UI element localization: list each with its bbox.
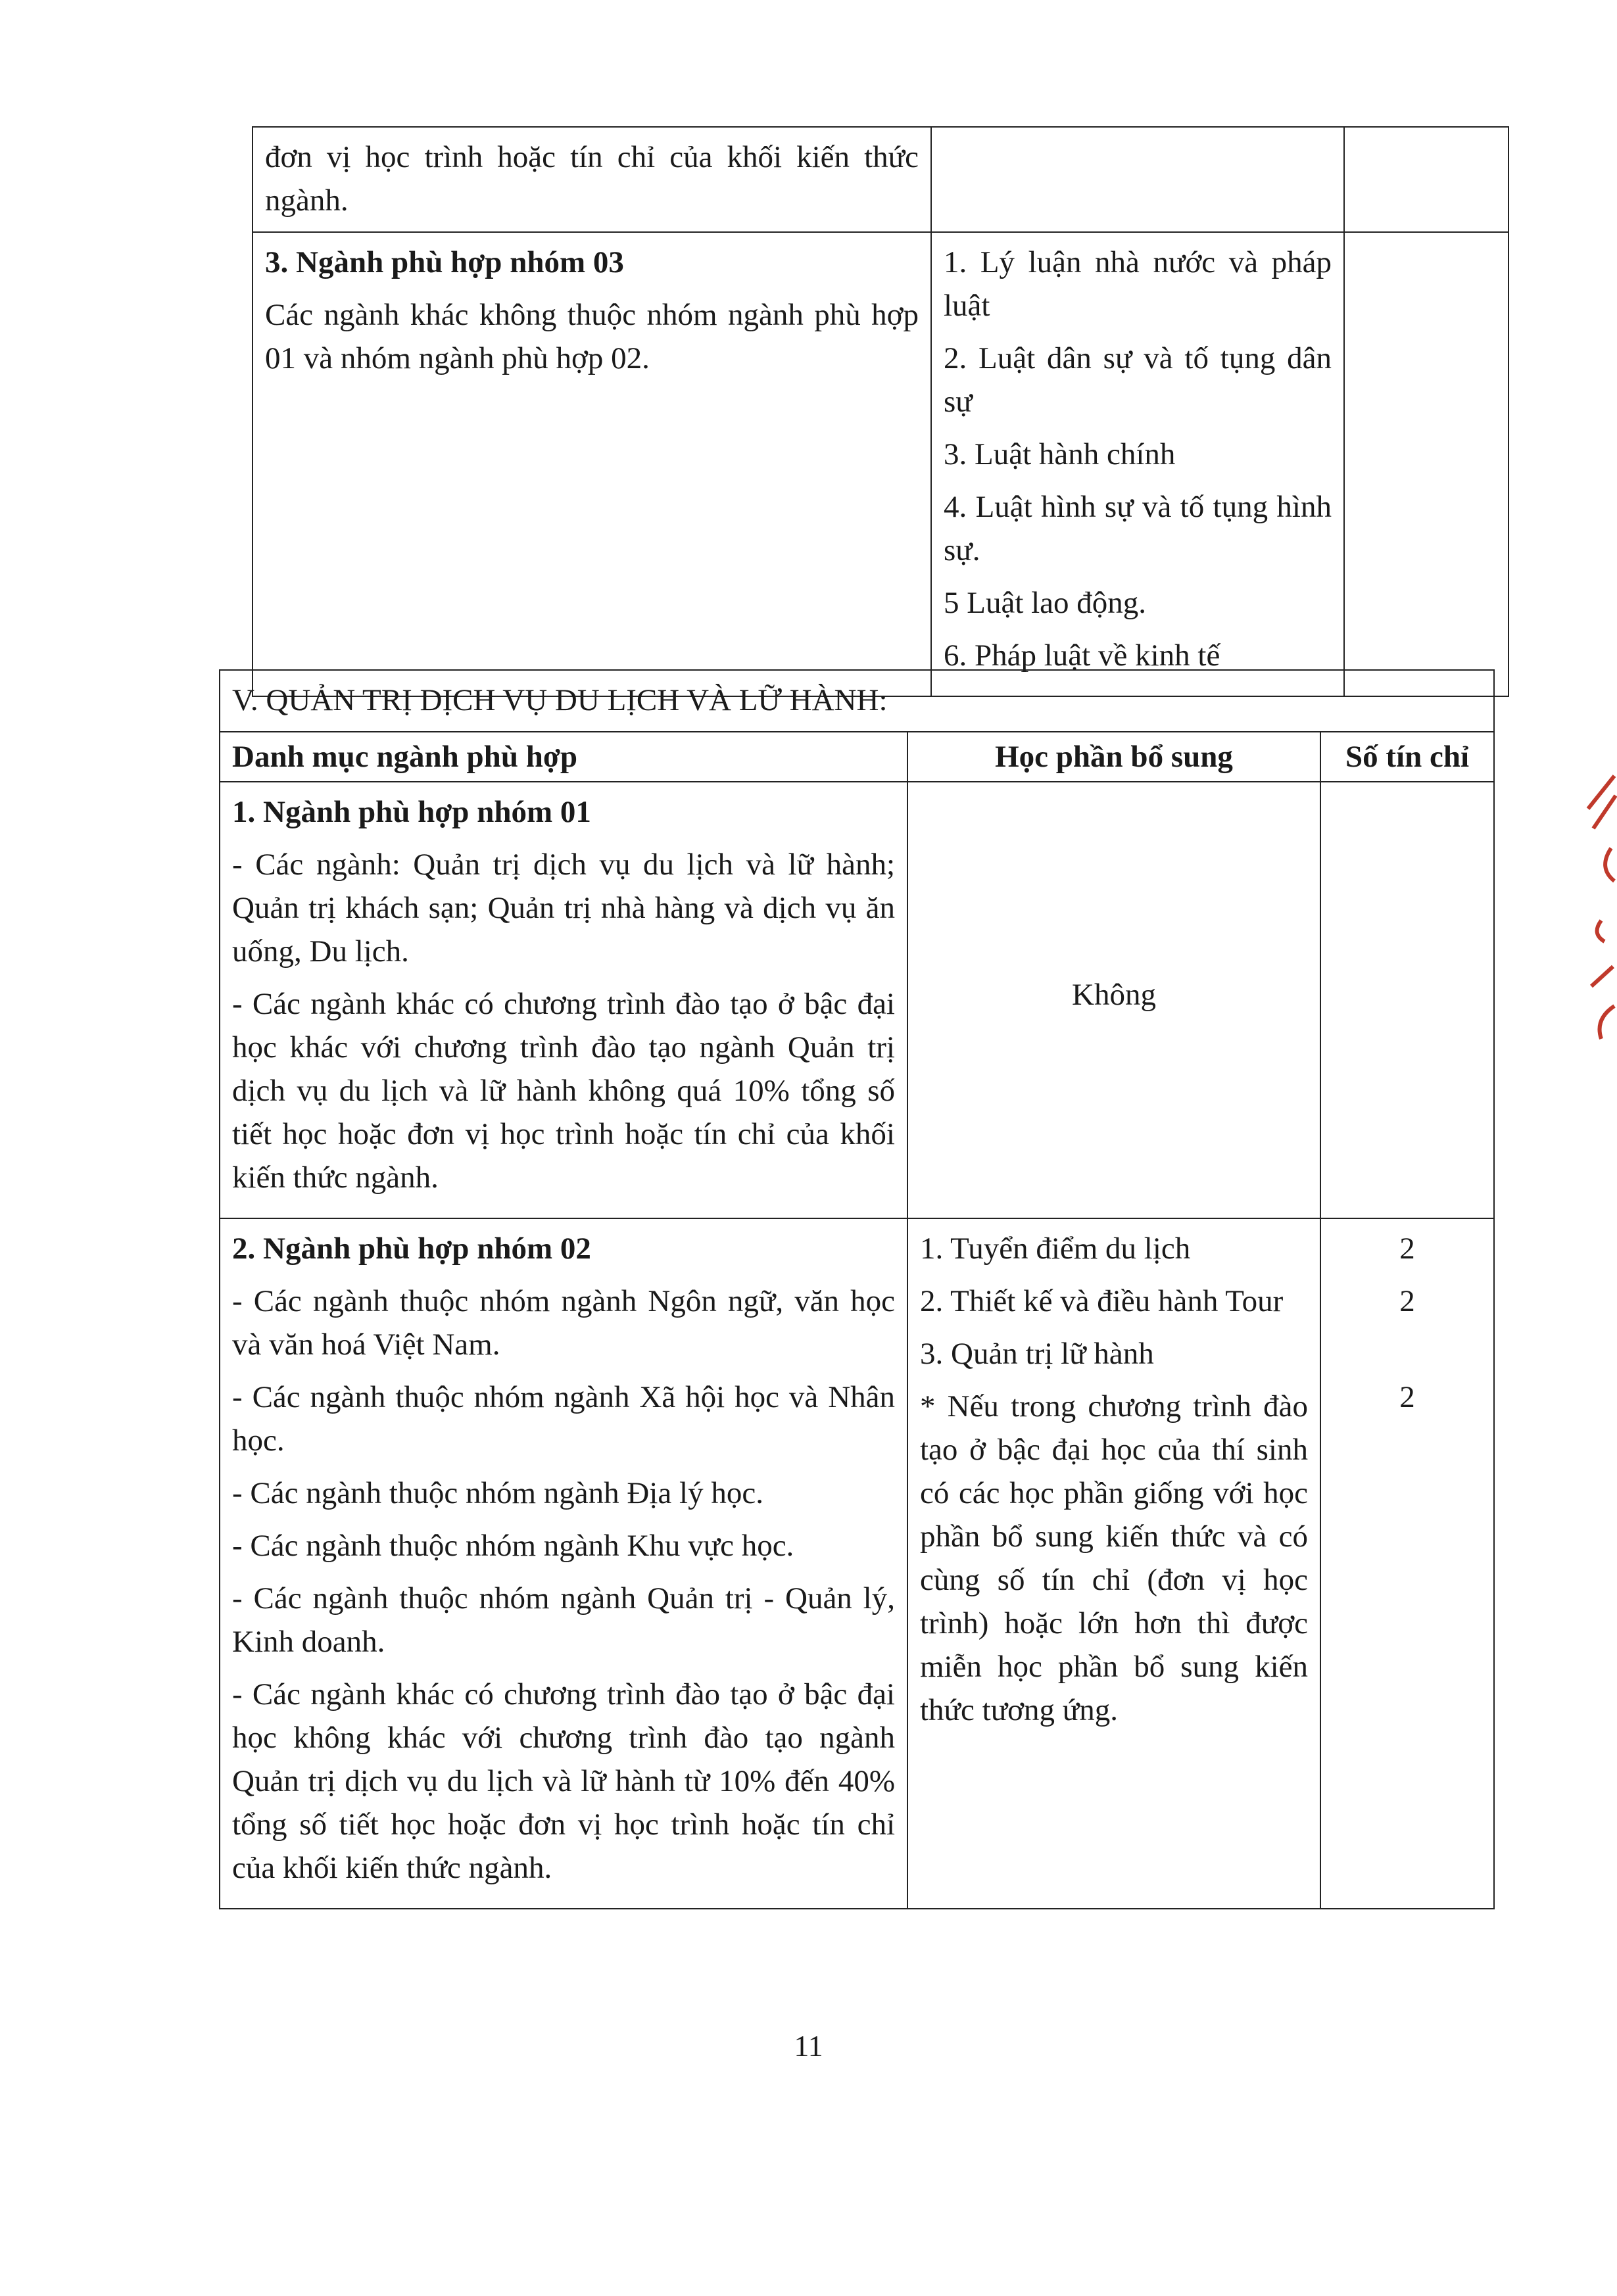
- group1-item: - Các ngành khác có chương trình đào tạo ở bậc đại học khác với chương trình đào tạo ngành Quản trị dịch vụ du lịch và lữ hành không quá 10% tổng số tiết học hoặc đơn vị học trình hoặc tín chỉ của khối kiến thức ngành.: [232, 987, 895, 1195]
- group2-item: - Các ngành thuộc nhóm ngành Địa lý học.: [232, 1476, 763, 1510]
- empty-cell: [1344, 232, 1508, 696]
- table-row: [220, 1218, 1494, 1909]
- course-item: 1. Lý luận nhà nước và pháp luật: [944, 245, 1332, 323]
- red-seal-fragment: [1575, 769, 1617, 1045]
- group2-item: - Các ngành thuộc nhóm ngành Quản trị - Quản lý, Kinh doanh.: [232, 1581, 895, 1659]
- course-item: 3. Quản trị lữ hành: [920, 1337, 1154, 1371]
- group3-heading: 3. Ngành phù hợp nhóm 03: [265, 245, 624, 279]
- group2-item: - Các ngành thuộc nhóm ngành Ngôn ngữ, văn học và văn hoá Việt Nam.: [232, 1284, 895, 1362]
- group1-cell: [220, 782, 907, 1218]
- header-row: [220, 732, 1494, 782]
- course-item: 1. Tuyển điểm du lịch: [920, 1232, 1191, 1266]
- credit-value: 2: [1399, 1284, 1415, 1318]
- header-majors: Danh mục ngành phù hợp: [220, 732, 907, 782]
- course-item: 2. Thiết kế và điều hành Tour: [920, 1284, 1284, 1318]
- group2-item: - Các ngành thuộc nhóm ngành Khu vực học.: [232, 1529, 794, 1563]
- group2-courses-cell: [907, 1218, 1320, 1909]
- group1-heading: 1. Ngành phù hợp nhóm 01: [232, 795, 591, 829]
- group3-cell: [253, 232, 931, 696]
- empty-cell: [1344, 127, 1508, 232]
- credit-value: 2: [1399, 1380, 1415, 1414]
- empty-cell: [931, 127, 1344, 232]
- course-item: 5 Luật lao động.: [944, 586, 1147, 620]
- continued-text-cell: đơn vị học trình hoặc tín chỉ của khối kiến thức ngành.: [253, 127, 931, 232]
- course-item: 4. Luật hình sự và tố tụng hình sự.: [944, 490, 1332, 567]
- section-title-row: [220, 670, 1494, 732]
- course-item: 3. Luật hành chính: [944, 437, 1176, 471]
- header-supplement: Học phần bổ sung: [907, 732, 1320, 782]
- empty-cell: [1320, 782, 1494, 1218]
- table-row: [253, 232, 1508, 696]
- exemption-note: * Nếu trong chương trình đào tạo ở bậc đại học của thí sinh có các học phần giống với học phần bổ sung kiến thức và có cùng số tín chỉ (đơn vị học trình) hoặc lớn hơn thì được miễn học phần bổ sung kiến thức tương ứng.: [920, 1389, 1308, 1727]
- group2-credits-cell: [1320, 1218, 1494, 1909]
- page-number: 11: [794, 2029, 823, 2063]
- group3-description: Các ngành khác không thuộc nhóm ngành phù hợp 01 và nhóm ngành phù hợp 02.: [265, 298, 919, 375]
- course-item: 2. Luật dân sự và tố tụng dân sự: [944, 341, 1332, 419]
- group1-item: - Các ngành: Quản trị dịch vụ du lịch và lữ hành; Quản trị khách sạn; Quản trị nhà hàng và dịch vụ ăn uống, Du lịch.: [232, 848, 895, 969]
- group2-item: - Các ngành khác có chương trình đào tạo ở bậc đại học không khác với chương trình đào tạo ngành Quản trị dịch vụ du lịch và lữ hành từ 10% đến 40% tổng số tiết học hoặc đơn vị học trình hoặc tín chỉ của khối kiến thức ngành.: [232, 1677, 895, 1885]
- section-title: V. QUẢN TRỊ DỊCH VỤ DU LỊCH VÀ LỮ HÀNH:: [220, 670, 1494, 732]
- header-credits: Số tín chỉ: [1320, 732, 1494, 782]
- group1-supplement: Không: [907, 782, 1320, 1218]
- group2-heading: 2. Ngành phù hợp nhóm 02: [232, 1232, 591, 1266]
- course-item: 6. Pháp luật về kinh tế: [944, 638, 1220, 673]
- majors-table-continued: [252, 126, 1509, 697]
- table-row: [253, 127, 1508, 232]
- table-row: [220, 782, 1494, 1218]
- tourism-majors-table: [219, 669, 1495, 1909]
- group2-item: - Các ngành thuộc nhóm ngành Xã hội học và Nhân học.: [232, 1380, 895, 1458]
- group2-cell: [220, 1218, 907, 1909]
- credit-value: 2: [1399, 1232, 1415, 1266]
- group3-courses-cell: [931, 232, 1344, 696]
